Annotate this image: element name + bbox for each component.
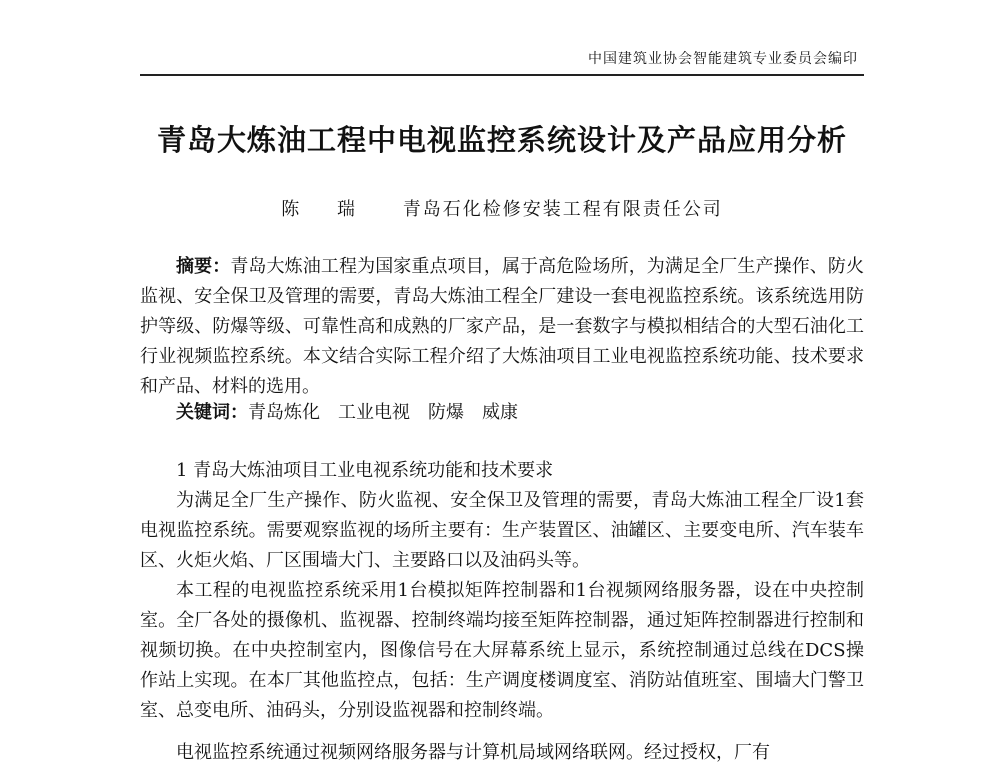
keyword-item: 防爆: [428, 402, 464, 423]
abstract-text: 青岛大炼油工程为国家重点项目，属于高危险场所，为满足全厂生产操作、防火监视、安全保卫及管理的需要，青岛大炼油工程全厂建设一套电视监控系统。该系统选用防护等级、防爆等级、可靠性高和成熟的厂家产品，是一套数字与模拟相结合的大型石油化工行业视频监控系统。本文结合实际工程介绍了大炼油项目工业电视监控系统功能、技术要求和产品、材料的选用。: [140, 256, 865, 397]
running-header: 中国建筑业协会智能建筑专业委员会编印: [588, 51, 858, 67]
abstract: [140, 252, 864, 402]
body-paragraph: 为满足全厂生产操作、防火监视、安全保卫及管理的需要，青岛大炼油工程全厂设1套电视监控系统。需要观察监视的场所主要有：生产装置区、油罐区、主要变电所、汽车装车区、火炬火焰、厂区围墙大门、主要路口以及油码头等。: [140, 490, 864, 571]
author-line: [140, 195, 864, 221]
keyword-item: 青岛炼化: [248, 402, 320, 423]
header-rule: [140, 74, 864, 76]
paper-title: 青岛大炼油工程中电视监控系统设计及产品应用分析: [156, 123, 847, 157]
section-heading: 1 青岛大炼油项目工业电视系统功能和技术要求: [176, 460, 554, 481]
author-affiliation: 青岛石化检修安装工程有限责任公司: [402, 199, 723, 220]
abstract-label: 摘要：: [176, 256, 231, 277]
body-paragraph: 本工程的电视监控系统采用1台模拟矩阵控制器和1台视频网络服务器，设在中央控制室。全厂各处的摄像机、监视器、控制终端均接至矩阵控制器，通过矩阵控制器进行控制和视频切换。在中央控制室内，图像信号在大屏幕系统上显示，系统控制通过总线在DCS操作站上实现。在本厂其他监控点，包括：生产调度楼调度室、消防站值班室、围墙大门警卫室、总变电所、油码头，分别设监视器和控制终端。: [140, 580, 864, 721]
keywords-label: 关键词：: [176, 402, 248, 423]
keyword-item: 威康: [482, 402, 518, 423]
keyword-item: 工业电视: [338, 402, 410, 423]
body-paragraph: 电视监控系统通过视频网络服务器与计算机局域网络联网。经过授权，厂有: [176, 742, 770, 763]
keywords: [140, 398, 864, 428]
author-name: 陈 瑞: [281, 199, 371, 220]
